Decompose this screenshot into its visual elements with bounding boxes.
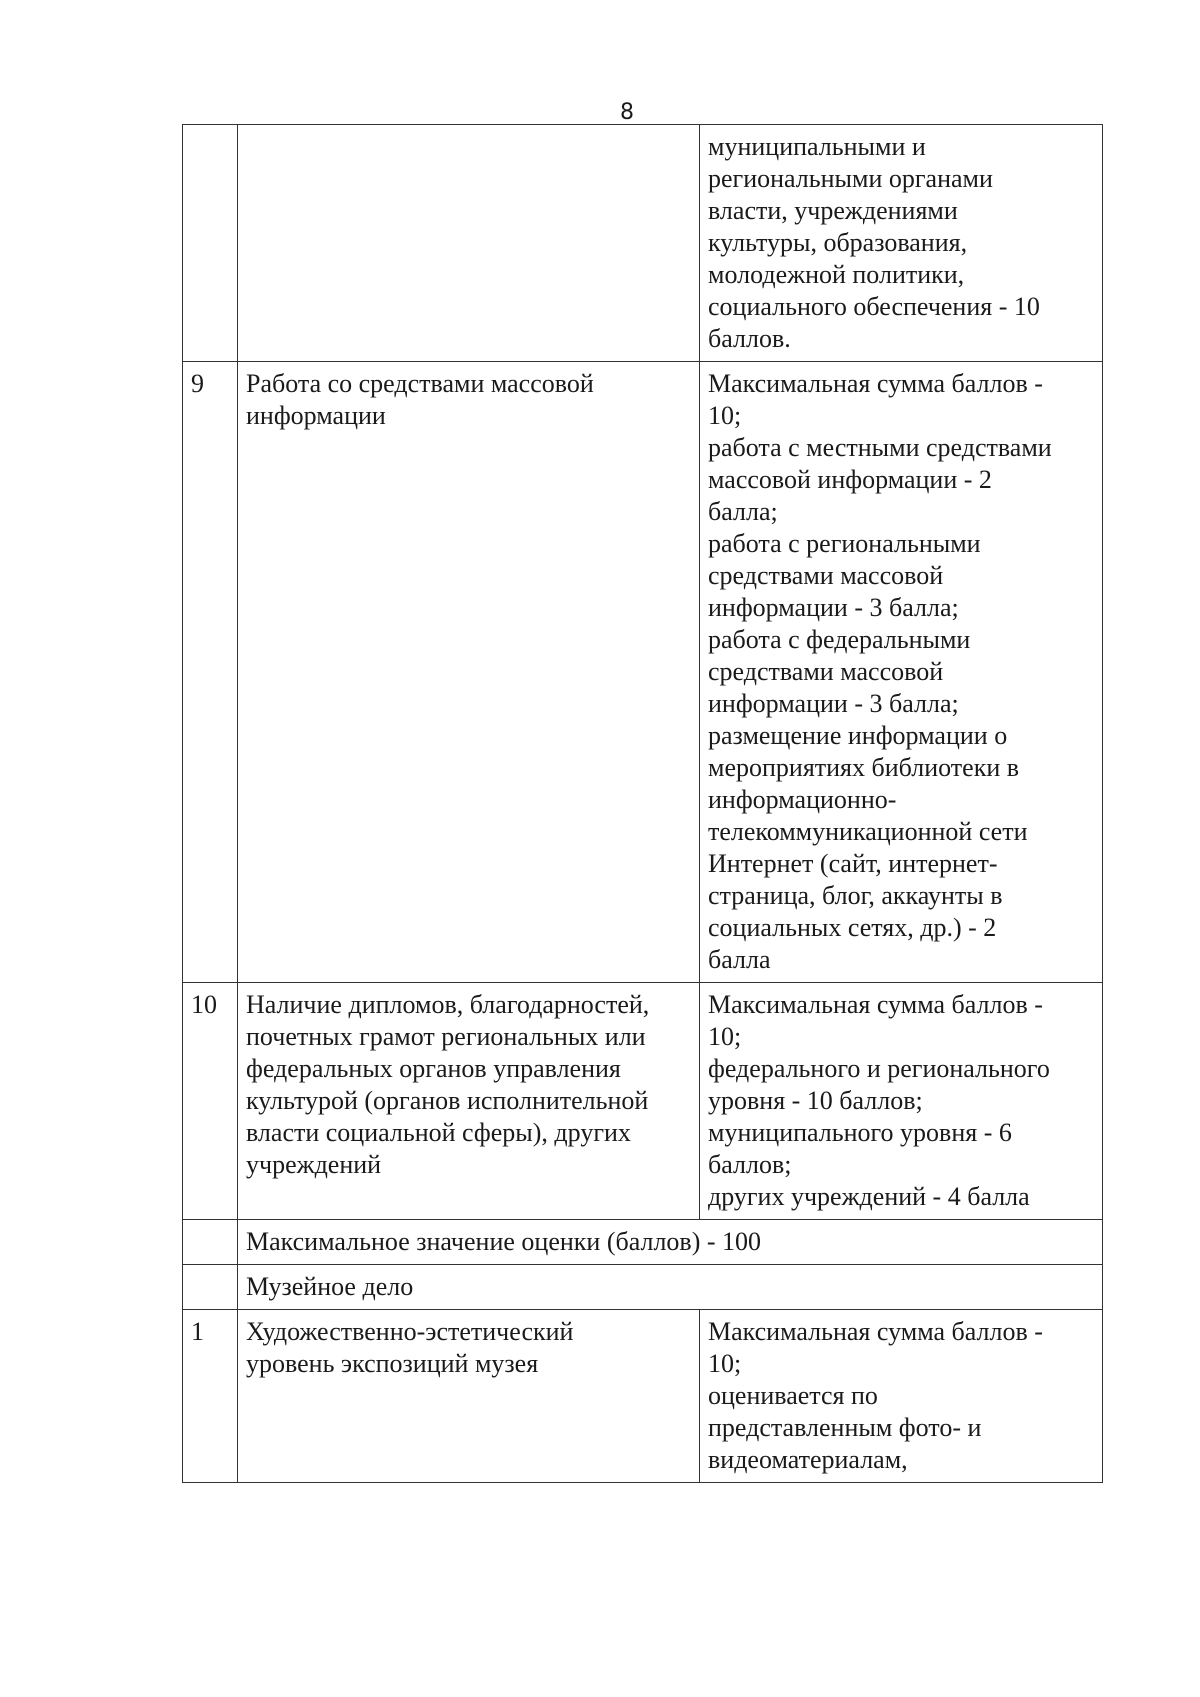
score-line: работа с региональными	[708, 529, 981, 558]
criterion-name-line: Работа со средствами массовой	[246, 369, 594, 398]
section-title-cell: Музейное дело	[238, 1265, 1103, 1310]
score-line: работа с местными средствами	[708, 433, 1052, 462]
score-line: Интернет (сайт, интернет-	[708, 849, 998, 878]
criteria-table	[182, 124, 1103, 1483]
criterion-name-cell	[238, 125, 700, 362]
score-line: массовой информации - 2	[708, 465, 992, 494]
criterion-name-cell	[238, 362, 700, 983]
row-number-cell: 1	[183, 1310, 238, 1483]
table-row	[183, 983, 1103, 1220]
score-line: уровня - 10 баллов;	[708, 1086, 923, 1115]
score-line: балла	[708, 945, 771, 974]
score-line: информационно-	[708, 785, 897, 814]
table-row	[183, 1265, 1103, 1310]
score-line: культуры, образования,	[708, 228, 968, 257]
score-line: видеоматериалам,	[708, 1445, 908, 1474]
score-line: средствами массовой	[708, 561, 944, 590]
criterion-name-line: почетных грамот региональных или	[246, 1022, 646, 1051]
criterion-score-cell	[700, 983, 1103, 1220]
criterion-score-cell	[700, 125, 1103, 362]
score-line: информации - 3 балла;	[708, 593, 959, 622]
score-line: размещение информации о	[708, 721, 1008, 750]
score-line: средствами массовой	[708, 657, 944, 686]
score-line: муниципального уровня - 6	[708, 1118, 1012, 1147]
score-line: баллов.	[708, 324, 791, 353]
score-line: баллов;	[708, 1150, 792, 1179]
score-line: 10;	[708, 1022, 742, 1051]
criterion-name-line: учреждений	[246, 1150, 382, 1179]
score-line: социальных сетях, др.) - 2	[708, 913, 997, 942]
criterion-name-line: культурой (органов исполнительной	[246, 1086, 649, 1115]
score-line: представленным фото- и	[708, 1413, 982, 1442]
criterion-name-line: уровень экспозиций музея	[246, 1349, 539, 1378]
score-line: страница, блог, аккаунты в	[708, 881, 1003, 910]
score-line: молодежной политики,	[708, 260, 965, 289]
row-number-cell: 9	[183, 362, 238, 983]
score-line: власти, учреждениями	[708, 196, 958, 225]
criterion-score-cell	[700, 1310, 1103, 1483]
score-line: социального обеспечения - 10	[708, 292, 1040, 321]
score-line: Максимальная сумма баллов -	[708, 1317, 1043, 1346]
score-line: работа с федеральными	[708, 625, 971, 654]
score-line: муниципальными и	[708, 132, 926, 161]
table-row	[183, 362, 1103, 983]
criterion-score-cell	[700, 362, 1103, 983]
score-line: информации - 3 балла;	[708, 689, 959, 718]
row-number-cell	[183, 125, 238, 362]
row-number-cell: 10	[183, 983, 238, 1220]
page-number: 8	[620, 100, 634, 125]
score-line: телекоммуникационной сети	[708, 817, 1028, 846]
score-line: других учреждений - 4 балла	[708, 1182, 1030, 1211]
score-line: федерального и регионального	[708, 1054, 1050, 1083]
score-line: оценивается по	[708, 1381, 878, 1410]
criterion-name-line: Художественно-эстетический	[246, 1317, 574, 1346]
score-line: Максимальная сумма баллов -	[708, 369, 1043, 398]
criterion-name-line: власти социальной сферы), других	[246, 1118, 631, 1147]
score-line: мероприятиях библиотеки в	[708, 753, 1020, 782]
max-value-cell: Максимальное значение оценки (баллов) - 100	[238, 1220, 1103, 1265]
table-row	[183, 125, 1103, 362]
row-number-cell	[183, 1265, 238, 1310]
criterion-name-cell	[238, 983, 700, 1220]
criterion-name-line: федеральных органов управления	[246, 1054, 621, 1083]
criterion-name-cell	[238, 1310, 700, 1483]
score-line: балла;	[708, 497, 778, 526]
score-line: 10;	[708, 401, 742, 430]
table-row	[183, 1310, 1103, 1483]
criterion-name-line: информации	[246, 401, 386, 430]
score-line: региональными органами	[708, 164, 993, 193]
score-line: Максимальная сумма баллов -	[708, 990, 1043, 1019]
table-row	[183, 1220, 1103, 1265]
row-number-cell	[183, 1220, 238, 1265]
criterion-name-line: Наличие дипломов, благодарностей,	[246, 990, 650, 1019]
score-line: 10;	[708, 1349, 742, 1378]
